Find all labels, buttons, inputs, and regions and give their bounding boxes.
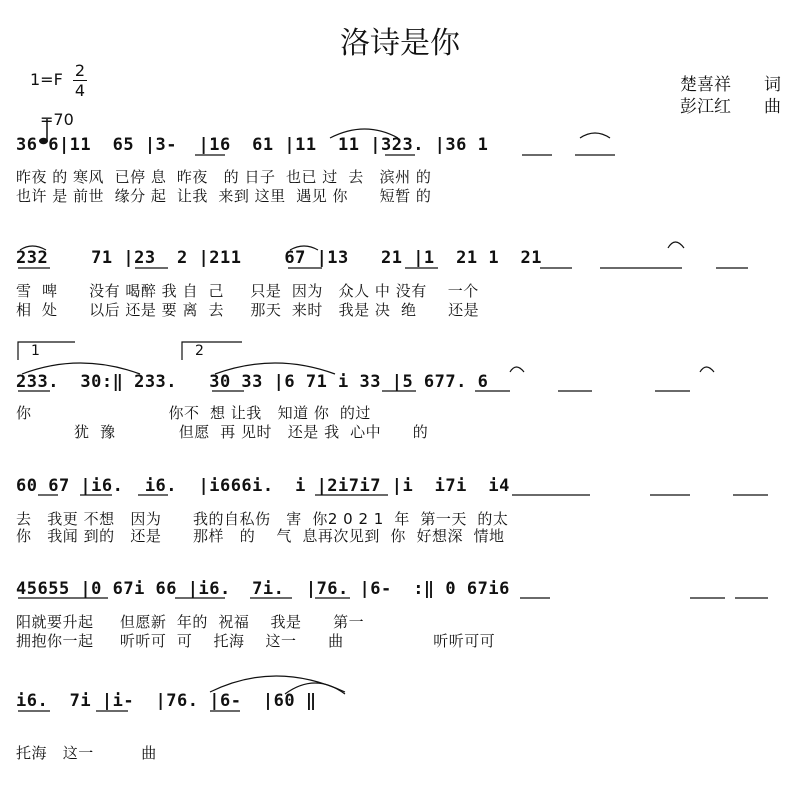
lyrics-line-1b: 也许 是 前世 缘分 起 让我 来到 这里 遇见 你 短暂 的 [16, 187, 432, 205]
slur-mark [580, 133, 610, 138]
lyrics-line-2a: 雪 啤 没有 喝醉 我 自 己 只是 因为 众人 中 没有 一个 [16, 282, 479, 300]
slur-mark [510, 367, 524, 372]
meter-denominator: 4 [74, 81, 86, 100]
lyrics-line-3a: 你 你不 想 让我 知道 你 的过 [16, 404, 371, 422]
lyrics-line-4a: 去 我更 不想 因为 我的自私伤 害 你2 0 2 1 年 第一天 的太 [16, 510, 509, 528]
composer-name: 彭江红 [680, 97, 731, 117]
tempo-marking: =70 [40, 110, 74, 129]
lyrics-line-1a: 昨夜 的 寒风 已停 息 昨夜 的 日子 也已 过 去 滨州 的 [16, 168, 432, 186]
slur-mark [215, 363, 335, 374]
lyrics-line-5b: 拥抱你一起 听听可 可 托海 这一 曲 听听可可 [16, 632, 496, 650]
first-ending-bracket [18, 342, 75, 360]
lyrics-line-5a: 阳就要升起 但愿新 年的 祝福 我是 第一 [16, 613, 365, 631]
lyricist-name: 楚喜祥 [680, 75, 731, 95]
notation-line-4: 60 67 |i6. i6. |i666i. i |2i7i7 |i i7i i4 [16, 476, 510, 496]
slur-mark [668, 242, 684, 248]
lyricist-role: 词 [764, 75, 781, 95]
slur-mark [330, 129, 398, 138]
slur-mark [290, 246, 318, 250]
slur-mark [20, 246, 46, 250]
notation-line-1: 36 6|11 65 |3- |16 61 |11 11 |323. |36 1 [16, 135, 489, 155]
slur-mark [700, 367, 714, 372]
lyrics-line-4b: 你 我闻 到的 还是 那样 的 气 息再次见到 你 好想深 情地 [16, 527, 505, 545]
notation-line-5: 45655 |0 67i 66 |i6. 7i. |76. |6- :‖ 0 67i6 [16, 579, 510, 599]
second-ending-label: 2 [195, 343, 204, 359]
meter-numerator: 2 [74, 61, 86, 80]
slur-mark [285, 683, 345, 694]
notation-line-3: 233. 30:‖ 233. 30 33 |6 71 i 33 |5 677. 6 [16, 372, 489, 392]
lyrics-line-3b: 犹 豫 但愿 再 见时 还是 我 心中 的 [16, 423, 429, 441]
notation-line-2: 232 71 |23 2 |211 67 |13 21 |1 21 1 21 [16, 248, 543, 268]
notation-line-6: i6. 7i |i- |76. |6- |60 ‖ [16, 691, 317, 711]
first-ending-label: 1 [31, 343, 40, 359]
second-ending-bracket [182, 342, 242, 360]
key-signature: 1=F [30, 70, 63, 89]
lyrics-line-2b: 相 处 以后 还是 要 离 去 那天 来时 我是 决 绝 还是 [16, 301, 480, 319]
composer-role: 曲 [764, 97, 781, 117]
lyrics-line-6a: 托海 这一 曲 [16, 744, 157, 762]
slur-mark [22, 363, 140, 374]
song-title: 洛诗是你 [340, 26, 460, 61]
